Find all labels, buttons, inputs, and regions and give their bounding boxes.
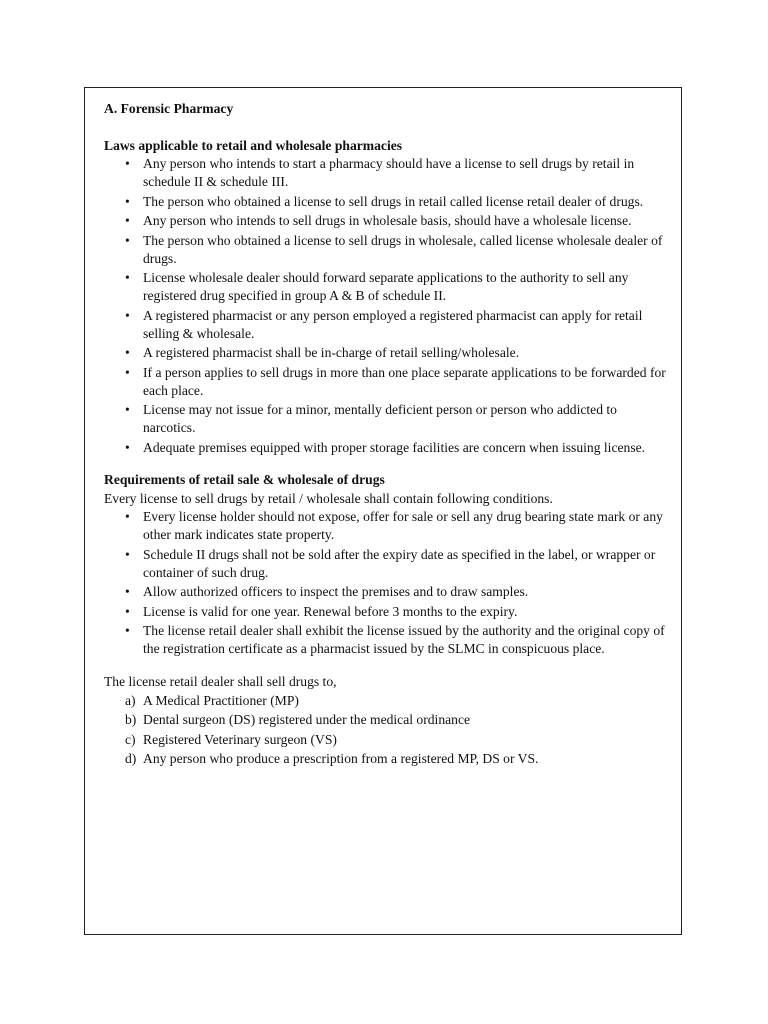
- list-item: • The person who obtained a license to sell drugs in wholesale, called license wholesale dealer of drugs.: [104, 232, 671, 268]
- item-text: Any person who produce a prescription from a registered MP, DS or VS.: [143, 751, 539, 766]
- list-item: • License wholesale dealer should forward separate applications to the authority to sell any registered drug specified in group A & B of schedule II.: [104, 269, 671, 305]
- list-item: • Every license holder should not expose, offer for sale or sell any drug bearing state mark or any other mark indicates state property.: [104, 508, 671, 544]
- item-text: Dental surgeon (DS) registered under the medical ordinance: [143, 712, 471, 727]
- sell-list: [104, 691, 671, 769]
- laws-heading: Laws applicable to retail and wholesale pharmacies: [104, 138, 403, 153]
- list-item: • Any person who intends to sell drugs in wholesale basis, should have a wholesale license.: [104, 212, 671, 230]
- requirements-intro: Every license to sell drugs by retail / wholesale shall contain following conditions.: [104, 491, 553, 506]
- document-content: [104, 100, 671, 769]
- spacer: [104, 458, 671, 471]
- list-item: • License may not issue for a minor, mentally deficient person or person who addicted to narcotics.: [104, 401, 671, 437]
- ordered-item: [104, 710, 671, 730]
- list-item: • Allow authorized officers to inspect the premises and to draw samples.: [104, 583, 671, 601]
- item-marker: b): [125, 712, 137, 727]
- ordered-item: [104, 730, 671, 750]
- list-item: • Schedule II drugs shall not be sold after the expiry date as specified in the label, or wrapper or container of such drug.: [104, 546, 671, 582]
- list-item: • A registered pharmacist or any person employed a registered pharmacist can apply for retail selling & wholesale.: [104, 307, 671, 343]
- item-marker: d): [125, 751, 137, 766]
- item-text: Registered Veterinary surgeon (VS): [143, 731, 337, 747]
- list-item: • A registered pharmacist shall be in-charge of retail selling/wholesale.: [104, 344, 671, 362]
- document-page: [84, 87, 682, 935]
- ordered-item: [104, 691, 671, 711]
- list-item: • Adequate premises equipped with proper storage facilities are concern when issuing license.: [104, 439, 671, 457]
- list-item: • If a person applies to sell drugs in more than one place separate applications to be forwarded for each place.: [104, 364, 671, 400]
- requirements-list: [104, 508, 671, 658]
- list-item: • License is valid for one year. Renewal before 3 months to the expiry.: [104, 603, 671, 621]
- list-item: • Any person who intends to start a pharmacy should have a license to sell drugs by retail in schedule II & schedule III.: [104, 155, 671, 191]
- item-text: A Medical Practitioner (MP): [143, 692, 299, 708]
- item-marker: c): [125, 731, 136, 747]
- list-item: • The license retail dealer shall exhibit the license issued by the authority and the original copy of the registration certificate as a pharmacist issued by the SLMC in conspicuous place.: [104, 622, 671, 658]
- requirements-heading: Requirements of retail sale & wholesale of drugs: [104, 472, 385, 487]
- sell-intro: The license retail dealer shall sell drugs to,: [104, 673, 337, 689]
- item-marker: a): [125, 692, 136, 708]
- laws-list: [104, 155, 671, 457]
- ordered-item: [104, 749, 671, 769]
- list-item: • The person who obtained a license to sell drugs in retail called license retail dealer of drugs.: [104, 193, 671, 211]
- spacer: [104, 660, 671, 672]
- section-title: A. Forensic Pharmacy: [104, 101, 234, 116]
